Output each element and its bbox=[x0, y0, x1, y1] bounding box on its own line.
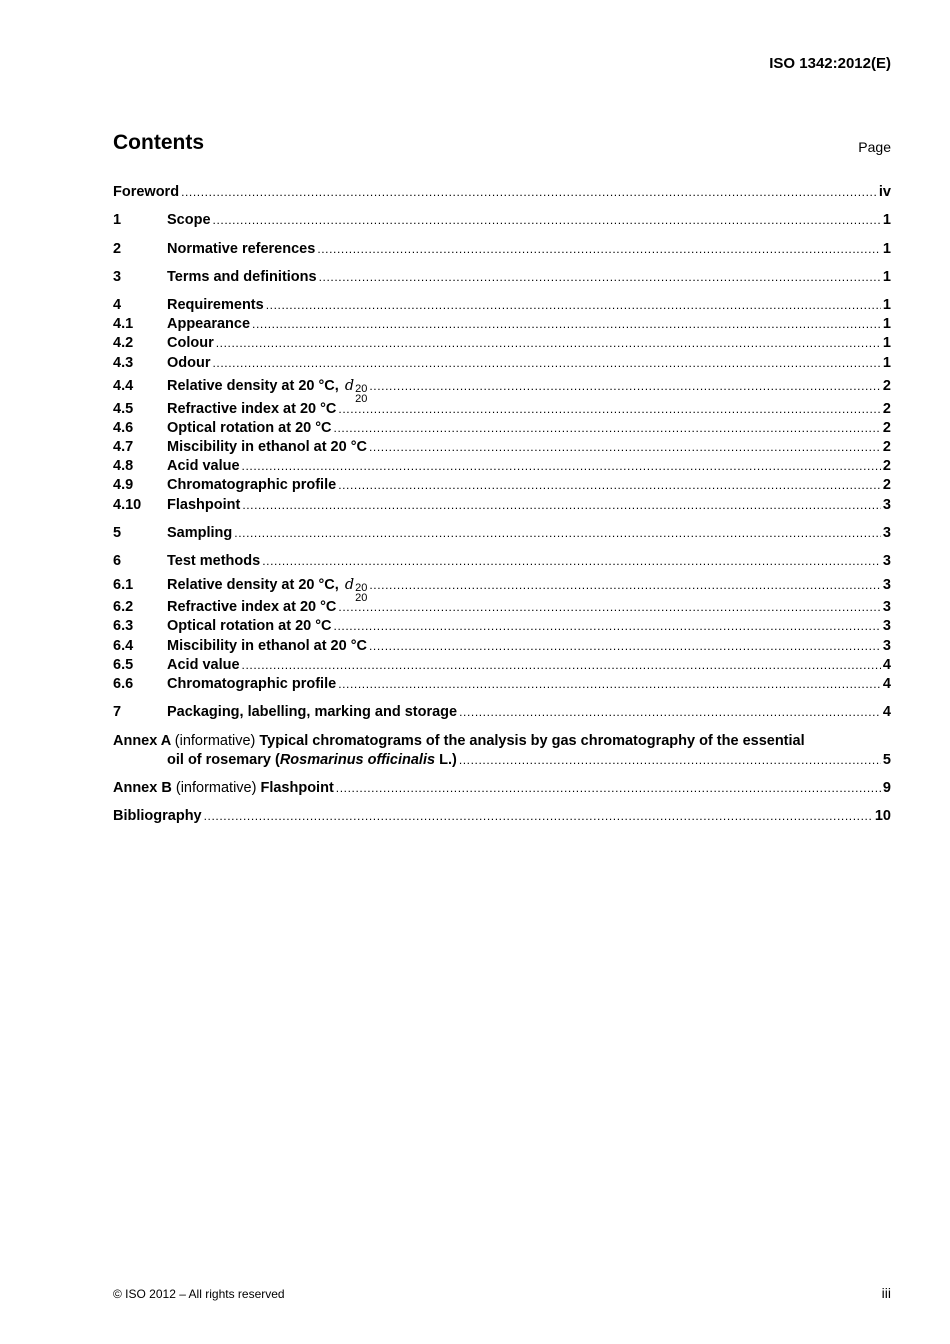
relative-density-symbol bbox=[344, 577, 368, 604]
dot-leader bbox=[459, 752, 881, 769]
annex-title: Flashpoint bbox=[260, 780, 334, 796]
toc-entry-annex-b[interactable] bbox=[113, 780, 891, 797]
toc-number: 5 bbox=[113, 525, 122, 541]
dot-leader bbox=[336, 780, 881, 797]
toc-page: 1 bbox=[882, 241, 891, 257]
dot-leader bbox=[242, 657, 881, 674]
dot-leader bbox=[369, 439, 881, 456]
relative-density-symbol bbox=[344, 378, 368, 405]
toc-entry-4-5[interactable] bbox=[113, 401, 891, 418]
dot-leader bbox=[459, 704, 881, 721]
toc-entry-4-8[interactable] bbox=[113, 458, 891, 475]
toc-title: Chromatographic profile bbox=[167, 676, 337, 692]
toc-title: Miscibility in ethanol at 20 °C bbox=[167, 439, 367, 455]
toc-entry-5[interactable] bbox=[113, 525, 891, 542]
toc-number: 6.2 bbox=[113, 599, 134, 615]
toc-title: Test methods bbox=[167, 553, 261, 569]
toc-page: 3 bbox=[882, 577, 891, 593]
toc-number: 6.3 bbox=[113, 618, 134, 634]
toc-page: 9 bbox=[882, 780, 891, 796]
annex-title-post: L.) bbox=[435, 752, 457, 768]
toc-entry-6-4[interactable] bbox=[113, 638, 891, 655]
dot-leader bbox=[216, 335, 881, 352]
standard-id: ISO 1342:2012(E) bbox=[769, 55, 891, 72]
page-column-label: Page bbox=[858, 139, 891, 155]
dot-leader bbox=[266, 297, 881, 314]
toc-title: Normative references bbox=[167, 241, 316, 257]
toc-number: 4.9 bbox=[113, 477, 134, 493]
toc-title: Packaging, labelling, marking and storage bbox=[167, 704, 458, 720]
toc-page: 2 bbox=[882, 439, 891, 455]
toc-entry-4-1[interactable] bbox=[113, 316, 891, 333]
annex-kind: (informative) bbox=[174, 733, 256, 749]
toc-title bbox=[113, 780, 334, 797]
toc-title: Bibliography bbox=[113, 808, 202, 824]
toc-number: 4.8 bbox=[113, 458, 134, 474]
toc-page: 3 bbox=[882, 599, 891, 615]
toc-entry-4-9[interactable] bbox=[113, 477, 891, 494]
toc-number: 7 bbox=[113, 704, 122, 720]
toc-page: 2 bbox=[882, 401, 891, 417]
symbol-subscript: 20 bbox=[355, 393, 368, 405]
dot-leader bbox=[204, 808, 873, 825]
toc-page: 4 bbox=[882, 704, 891, 720]
toc-title: Sampling bbox=[167, 525, 233, 541]
toc-entry-4-3[interactable] bbox=[113, 355, 891, 372]
toc-page: 2 bbox=[882, 477, 891, 493]
toc-page: 3 bbox=[882, 497, 891, 513]
annex-title-line2 bbox=[167, 752, 457, 769]
toc-number: 4.1 bbox=[113, 316, 134, 332]
page-number: iii bbox=[881, 1285, 891, 1301]
toc-page: 3 bbox=[882, 553, 891, 569]
contents-title: Contents bbox=[113, 131, 204, 154]
toc-title: Acid value bbox=[167, 657, 240, 673]
toc-number: 4.3 bbox=[113, 355, 134, 371]
toc-entry-annex-a[interactable] bbox=[113, 733, 891, 750]
toc-entry-foreword[interactable] bbox=[113, 184, 891, 201]
dot-leader bbox=[338, 676, 881, 693]
toc-page: 5 bbox=[882, 752, 891, 768]
annex-label: Annex A bbox=[113, 733, 171, 749]
toc-title: Refractive index at 20 °C bbox=[167, 401, 337, 417]
toc-number: 4.5 bbox=[113, 401, 134, 417]
toc-number: 6.6 bbox=[113, 676, 134, 692]
toc-entry-1[interactable] bbox=[113, 212, 891, 229]
dot-leader bbox=[262, 553, 881, 570]
toc-page: 4 bbox=[882, 676, 891, 692]
dot-leader bbox=[317, 241, 881, 258]
toc-entry-6-5[interactable] bbox=[113, 657, 891, 674]
toc-page: 10 bbox=[874, 808, 891, 824]
toc-number: 2 bbox=[113, 241, 122, 257]
annex-label: Annex B bbox=[113, 780, 172, 796]
toc-number: 4.7 bbox=[113, 439, 134, 455]
toc-title: Colour bbox=[167, 335, 214, 351]
toc-title: Chromatographic profile bbox=[167, 477, 337, 493]
toc-number: 3 bbox=[113, 269, 122, 285]
toc-number: 4.10 bbox=[113, 497, 142, 513]
toc-entry-bibliography[interactable] bbox=[113, 808, 891, 825]
dot-leader bbox=[338, 477, 881, 494]
toc-entry-4-7[interactable] bbox=[113, 439, 891, 456]
dot-leader bbox=[181, 184, 877, 201]
dot-leader bbox=[234, 525, 881, 542]
toc-title: Foreword bbox=[113, 184, 180, 200]
toc-page: 4 bbox=[882, 657, 891, 673]
toc-title: Miscibility in ethanol at 20 °C bbox=[167, 638, 367, 654]
toc-entry-2[interactable] bbox=[113, 241, 891, 258]
dot-leader bbox=[338, 401, 881, 418]
dot-leader bbox=[252, 316, 881, 333]
toc-title: Scope bbox=[167, 212, 211, 228]
dot-leader bbox=[213, 355, 881, 372]
toc-entry-6-2[interactable] bbox=[113, 599, 891, 616]
toc-title: Appearance bbox=[167, 316, 251, 332]
dot-leader bbox=[213, 212, 881, 229]
toc-entry-6-6[interactable] bbox=[113, 676, 891, 693]
toc-title: Odour bbox=[167, 355, 211, 371]
toc-number: 4 bbox=[113, 297, 122, 313]
toc-number: 4.2 bbox=[113, 335, 134, 351]
toc-number: 4.4 bbox=[113, 378, 134, 394]
toc-page: 1 bbox=[882, 316, 891, 332]
toc-entry-4-6[interactable] bbox=[113, 420, 891, 437]
symbol-subscript: 20 bbox=[355, 592, 368, 604]
toc-title: Flashpoint bbox=[167, 497, 241, 513]
toc-page: 2 bbox=[882, 378, 891, 394]
toc-entry-6[interactable] bbox=[113, 553, 891, 570]
toc-entry-annex-a-line2[interactable] bbox=[113, 752, 891, 769]
toc-title: Optical rotation at 20 °C bbox=[167, 618, 332, 634]
toc-entry-6-3[interactable] bbox=[113, 618, 891, 635]
dot-leader bbox=[338, 599, 881, 616]
toc-page: 1 bbox=[882, 212, 891, 228]
toc-page: 1 bbox=[882, 269, 891, 285]
toc-number: 1 bbox=[113, 212, 122, 228]
toc-number: 6.4 bbox=[113, 638, 134, 654]
toc-title-text: Relative density at 20 °C, bbox=[167, 577, 339, 593]
dot-leader bbox=[334, 618, 881, 635]
annex-title-line1: Typical chromatograms of the analysis by gas chromatography of the essential bbox=[259, 733, 805, 749]
toc-page: 3 bbox=[882, 638, 891, 654]
dot-leader bbox=[242, 458, 881, 475]
toc-title: Refractive index at 20 °C bbox=[167, 599, 337, 615]
copyright-notice: © ISO 2012 – All rights reserved bbox=[113, 1287, 285, 1301]
symbol-superscript: 20 bbox=[355, 582, 368, 594]
toc-number: 6.1 bbox=[113, 577, 134, 593]
dot-leader bbox=[369, 378, 881, 395]
toc-entry-4-2[interactable] bbox=[113, 335, 891, 352]
toc-title: Terms and definitions bbox=[167, 269, 317, 285]
annex-title-pre: oil of rosemary ( bbox=[167, 752, 280, 768]
toc-page: 1 bbox=[882, 335, 891, 351]
species-name: Rosmarinus officinalis bbox=[279, 752, 436, 768]
toc-title: Acid value bbox=[167, 458, 240, 474]
dot-leader bbox=[242, 497, 881, 514]
toc-entry-7[interactable] bbox=[113, 704, 891, 721]
toc-page: 1 bbox=[882, 355, 891, 371]
annex-kind: (informative) bbox=[175, 780, 257, 796]
toc-title-text: Relative density at 20 °C, bbox=[167, 378, 339, 394]
toc-page: iv bbox=[878, 184, 891, 200]
dot-leader bbox=[369, 638, 881, 655]
toc-title: Requirements bbox=[167, 297, 264, 313]
toc-page: 3 bbox=[882, 525, 891, 541]
toc-entry-4-10[interactable] bbox=[113, 497, 891, 514]
dot-leader bbox=[369, 577, 881, 594]
toc-number: 6.5 bbox=[113, 657, 134, 673]
toc-entry-4[interactable] bbox=[113, 297, 891, 314]
toc-number: 4.6 bbox=[113, 420, 134, 436]
symbol-superscript: 20 bbox=[355, 383, 368, 395]
toc-page: 2 bbox=[882, 420, 891, 436]
toc-page: 3 bbox=[882, 618, 891, 634]
toc-page: 2 bbox=[882, 458, 891, 474]
symbol-letter: d bbox=[344, 577, 355, 593]
dot-leader bbox=[319, 269, 881, 286]
toc-title: Optical rotation at 20 °C bbox=[167, 420, 332, 436]
symbol-letter: d bbox=[344, 378, 355, 394]
toc-page: 1 bbox=[882, 297, 891, 313]
toc-number: 6 bbox=[113, 553, 122, 569]
dot-leader bbox=[334, 420, 881, 437]
toc-entry-3[interactable] bbox=[113, 269, 891, 286]
